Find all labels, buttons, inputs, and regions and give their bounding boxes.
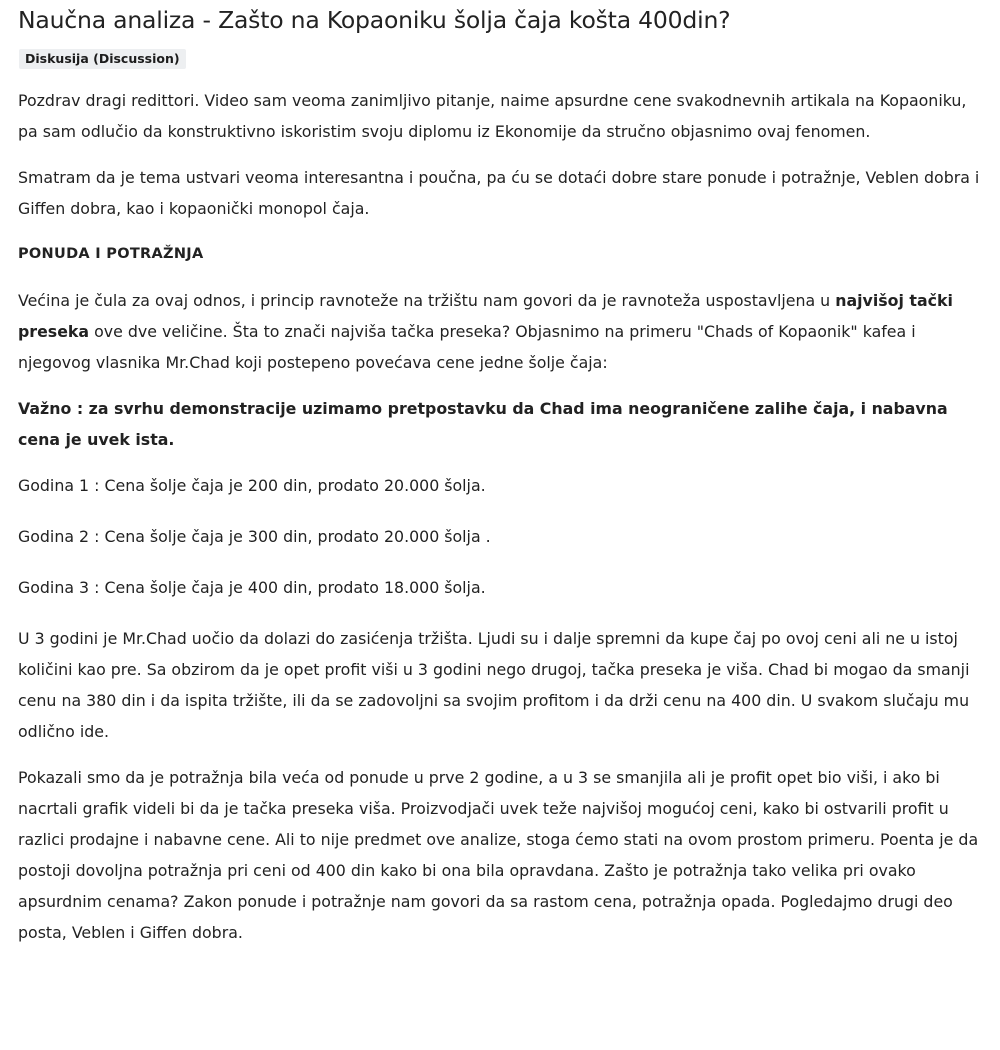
paragraph-equilibrium-text-1: Većina je čula za ovaj odnos, i princip ravnoteže na tržištu nam govori da je ravnoteža uspostavljena u	[18, 291, 836, 310]
paragraph-equilibrium-text-2: ove dve veličine. Šta to znači najviša tačka preseka? Objasnimo na primeru "Chads of Kopaonik" kafea i njegovog vlasnika Mr.Chad koji postepeno povećava cene jedne šolje čaja:	[18, 322, 916, 372]
paragraph-saturation: U 3 godini je Mr.Chad uočio da dolazi do zasićenja tržišta. Ljudi su i dalje spremni da kupe čaj po ovoj ceni ali ne u istoj količini kao pre. Sa obzirom da je opet profit viši u 3 godini nego drugoj, tačka preseka je viša. Chad bi mogao da smanji cenu na 380 din i da ispita tržište, ili da se zadovoljni sa svojim profitom i da drži cenu na 400 din. U svakom slučaju mu odlično ide.	[18, 629, 970, 741]
year-2-line: Godina 2 : Cena šolje čaja je 300 din, prodato 20.000 šolja .	[18, 527, 491, 546]
year-3-line: Godina 3 : Cena šolje čaja je 400 din, prodato 18.000 šolja.	[18, 578, 486, 597]
post-container	[18, 0, 988, 963]
year-1-line: Godina 1 : Cena šolje čaja je 200 din, prodato 20.000 šolja.	[18, 476, 486, 495]
paragraph-conclusion: Pokazali smo da je potražnja bila veća od ponude u prve 2 godine, a u 3 se smanjila ali je profit opet bio viši, i ako bi nacrtali grafik videli bi da je tačka preseka viša. Proizvodjači uvek teže najvišoj mogućoj ceni, kako bi ostvarili profit u razlici prodajne i nabavne cene. Ali to nije predmet ove analize, stoga ćemo stati na ovom prostom primeru. Poenta je da postoji dovoljna potražnja pri ceni od 400 din kako bi ona bila opravdana. Zašto je potražnja tako velika pri ovako apsurdnim cenama? Zakon ponude i potražnje nam govori da sa rastom cena, potražnja opada. Pogledajmo drugi deo posta, Veblen i Giffen dobra.	[18, 768, 979, 942]
post-flair[interactable]: Diskusija (Discussion)	[19, 49, 186, 69]
paragraph-topics: Smatram da je tema ustvari veoma interesantna i poučna, pa ću se dotaći dobre stare ponude i potražnje, Veblen dobra i Giffen dobra, kao i kopaonički monopol čaja.	[18, 168, 980, 218]
section-heading: PONUDA I POTRAŽNJA	[18, 246, 204, 262]
paragraph-equilibrium-bold: najvišoj tački preseka	[18, 291, 953, 341]
paragraph-intro: Pozdrav dragi redittori. Video sam veoma zanimljivo pitanje, naime apsurdne cene svakodnevnih artikala na Kopaoniku, pa sam odlučio da konstruktivno iskoristim svoju diplomu iz Ekonomije da stručno objasnimo ovaj fenomen.	[18, 91, 967, 141]
post-body	[18, 85, 988, 948]
post-title[interactable]: Naučna analiza - Zašto na Kopaoniku šolja čaja košta 400din?	[18, 6, 731, 34]
paragraph-note: Važno : za svrhu demonstracije uzimamo pretpostavku da Chad ima neograničene zalihe čaja, i nabavna cena je uvek ista.	[18, 399, 948, 449]
paragraph-equilibrium	[18, 285, 988, 378]
